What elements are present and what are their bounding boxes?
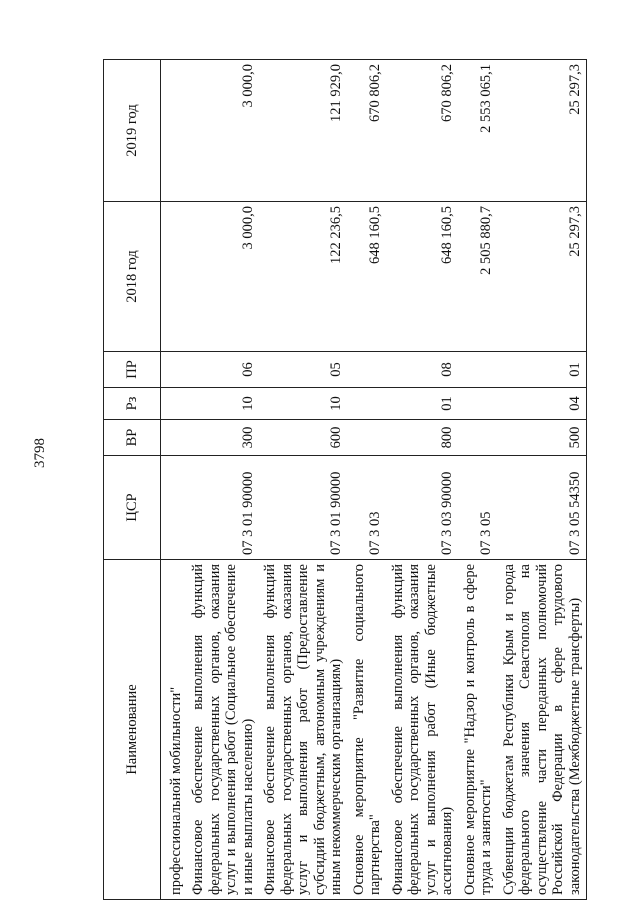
row-2018	[161, 202, 188, 352]
row-pr: 01	[498, 352, 587, 388]
row-pr: 05	[259, 352, 348, 388]
row-2018: 25 297,3	[498, 202, 587, 352]
table-row	[387, 60, 459, 900]
row-name: Финансовое обеспечение выполнения функций федеральных государственных органов, оказания услуг и выполнения работ (Предоставление субсидий бюджетным, автономным учреждениям и иным некоммерческим организациям)	[259, 560, 348, 900]
row-2019: 25 297,3	[498, 60, 587, 202]
row-vr	[459, 420, 498, 456]
table-header-row	[104, 60, 161, 900]
table-row	[161, 60, 188, 900]
table-row	[259, 60, 348, 900]
budget-table	[103, 59, 587, 900]
table-row	[498, 60, 587, 900]
row-name: Финансовое обеспечение выполнения функций федеральных государственных органов, оказания услуг и выполнения работ (Иные бюджетные ассигнования)	[387, 560, 459, 900]
row-2019	[161, 60, 188, 202]
row-csr: 07 3 01 90000	[187, 456, 259, 560]
row-name: Основное мероприятие "Развитие социального партнерства"	[348, 560, 387, 900]
row-2018: 122 236,5	[259, 202, 348, 352]
header-2018: 2018 год	[104, 202, 161, 352]
row-name: Финансовое обеспечение выполнения функций федеральных государственных органов, оказания услуг и выполнения работ (Социальное обеспечение и иные выплаты населению)	[187, 560, 259, 900]
row-2018: 648 160,5	[387, 202, 459, 352]
row-csr: 07 3 03 90000	[387, 456, 459, 560]
header-csr: ЦСР	[104, 456, 161, 560]
header-2019: 2019 год	[104, 60, 161, 202]
row-csr	[161, 456, 188, 560]
rotated-table-container	[103, 60, 603, 900]
row-csr: 07 3 01 90000	[259, 456, 348, 560]
row-name: Основное мероприятие "Надзор и контроль в сфере труда и занятости"	[459, 560, 498, 900]
row-2019: 2 553 065,1	[459, 60, 498, 202]
row-pr: 06	[187, 352, 259, 388]
row-vr: 800	[387, 420, 459, 456]
row-vr: 500	[498, 420, 587, 456]
row-vr: 600	[259, 420, 348, 456]
row-rz: 04	[498, 388, 587, 420]
row-rz: 01	[387, 388, 459, 420]
row-2019: 670 806,2	[387, 60, 459, 202]
row-rz: 10	[259, 388, 348, 420]
row-2018: 2 505 880,7	[459, 202, 498, 352]
row-name: профессиональной мобильности"	[161, 560, 188, 900]
row-pr: 08	[387, 352, 459, 388]
row-rz: 10	[187, 388, 259, 420]
page-number: 3798	[32, 438, 48, 468]
row-csr: 07 3 05 54350	[498, 456, 587, 560]
row-2019: 121 929,0	[259, 60, 348, 202]
row-name: Субвенции бюджетам Республики Крым и города федерального значения Севастополя на осуществление части переданных полномочий Российской Федерации в сфере трудового законодательства (Межбюджетные трансферты)	[498, 560, 587, 900]
table-row	[459, 60, 498, 900]
row-pr	[161, 352, 188, 388]
row-vr	[161, 420, 188, 456]
table-row	[348, 60, 387, 900]
table-row	[187, 60, 259, 900]
header-vr: ВР	[104, 420, 161, 456]
header-name: Наименование	[104, 560, 161, 900]
row-2018: 3 000,0	[187, 202, 259, 352]
row-csr: 07 3 05	[459, 456, 498, 560]
row-rz	[161, 388, 188, 420]
row-rz	[459, 388, 498, 420]
row-csr: 07 3 03	[348, 456, 387, 560]
row-2019: 670 806,2	[348, 60, 387, 202]
row-pr	[459, 352, 498, 388]
row-2019: 3 000,0	[187, 60, 259, 202]
row-vr: 300	[187, 420, 259, 456]
header-pr: ПР	[104, 352, 161, 388]
row-pr	[348, 352, 387, 388]
row-2018: 648 160,5	[348, 202, 387, 352]
row-vr	[348, 420, 387, 456]
header-rz: Рз	[104, 388, 161, 420]
row-rz	[348, 388, 387, 420]
